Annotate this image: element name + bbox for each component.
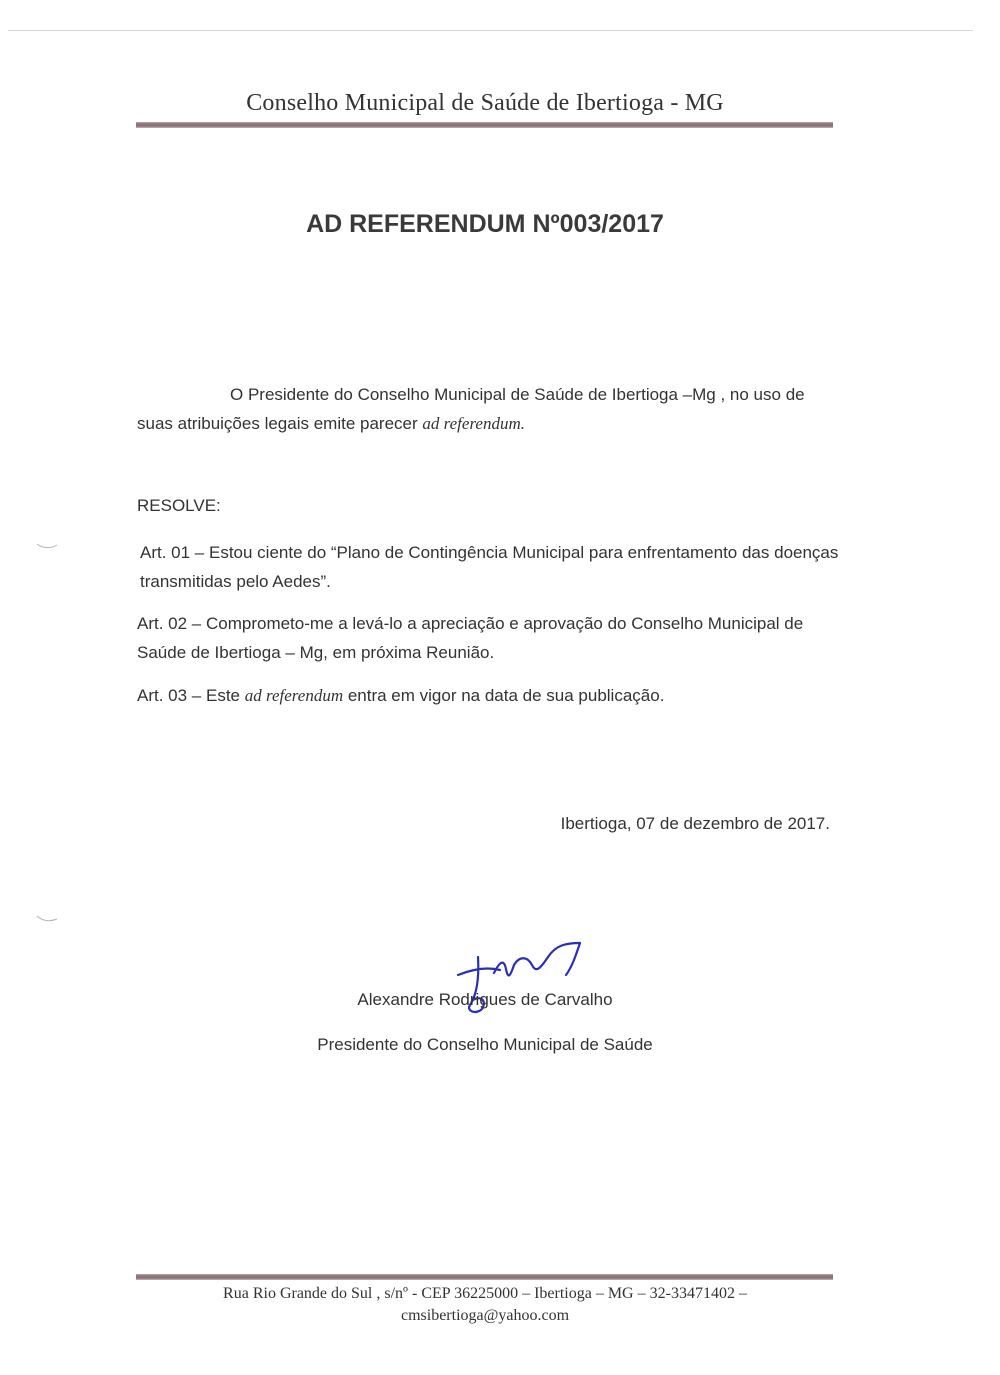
article-02: Art. 02 – Comprometo-me a levá-lo a apreciação e aprovação do Conselho Municipal de Saúde de Ibertioga – Mg, em próxima Reunião. xyxy=(137,614,804,662)
letterhead-title: Conselho Municipal de Saúde de Ibertioga - MG xyxy=(246,90,724,116)
scan-edge-line xyxy=(8,30,973,31)
signer-name: Alexandre Rodrigues de Carvalho xyxy=(357,990,613,1009)
article-01: Art. 01 – Estou ciente do “Plano de Contingência Municipal para enfrentamento das doenças transmitidas pelo Aedes”. xyxy=(140,543,839,591)
article-03-latin-term: ad referendum xyxy=(244,686,344,705)
document-title: AD REFERENDUM Nº003/2017 xyxy=(306,210,664,238)
footer-email: cmsibertioga@yahoo.com xyxy=(400,1307,570,1324)
footer-address: Rua Rio Grande do Sul , s/nº - CEP 36225000 – Ibertioga – MG – 32-33471402 – xyxy=(223,1285,747,1302)
intro-latin-term: ad referendum. xyxy=(422,414,525,433)
footer-rule xyxy=(136,1274,833,1280)
intro-paragraph xyxy=(137,380,837,438)
signer-role: Presidente do Conselho Municipal de Saúde xyxy=(317,1035,653,1054)
date-line: Ibertioga, 07 de dezembro de 2017. xyxy=(560,814,830,833)
punch-hole-mark xyxy=(36,915,58,923)
letterhead-rule xyxy=(136,122,833,128)
punch-hole-mark xyxy=(36,542,58,550)
intro-text: O Presidente do Conselho Municipal de Saúde de Ibertioga –Mg , no uso de suas atribuições legais emite parecer xyxy=(137,385,805,433)
article-03-prefix: Art. 03 – Este xyxy=(137,686,240,705)
article-03 xyxy=(137,681,837,710)
article-03-suffix: entra em vigor na data de sua publicação. xyxy=(347,686,665,705)
resolve-label: RESOLVE: xyxy=(137,496,221,515)
